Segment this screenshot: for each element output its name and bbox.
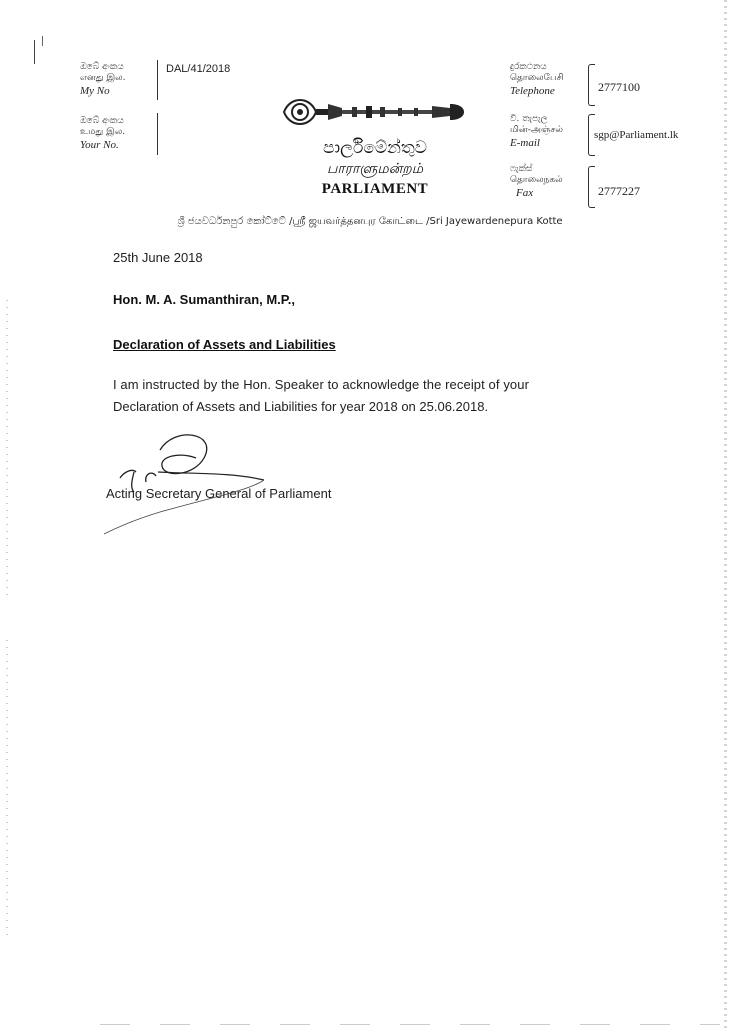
- fax-label-ta: தொலைநகல்: [510, 175, 563, 185]
- letterhead: [0, 0, 729, 240]
- letter-date: 25th June 2018: [113, 250, 203, 265]
- letter-body: [0, 240, 729, 540]
- fax-label-si: ෆැක්ස්: [510, 164, 533, 174]
- my-no-label-ta: எனது இல.: [80, 73, 126, 83]
- scan-mark: [42, 36, 43, 46]
- brace: [588, 64, 595, 106]
- my-no-label-si: ඔබේ අංකය: [80, 62, 124, 72]
- subject-line: Declaration of Assets and Liabilities: [113, 337, 336, 352]
- email-label-ta: மின்-அஞ்சல்: [510, 125, 563, 135]
- handwritten-signature: [100, 428, 280, 538]
- reference-number: DAL/41/2018: [166, 63, 231, 75]
- fax-value: 2777227: [598, 184, 640, 198]
- signatory-title: Acting Secretary General of Parliament: [106, 486, 332, 501]
- body-line-1: I am instructed by the Hon. Speaker to acknowledge the receipt of your: [113, 377, 530, 392]
- telephone-label-ta: தொலைபேசி: [510, 73, 564, 83]
- divider: [157, 60, 158, 100]
- telephone-value: 2777100: [598, 80, 640, 94]
- fax-label-en: Fax: [516, 187, 534, 199]
- parliament-name-si: පාර්ලිමේන්තුව: [323, 138, 427, 158]
- my-no-label-en: My No: [80, 85, 110, 97]
- your-no-label-en: Your No.: [80, 139, 119, 151]
- parliament-mace-emblem: [280, 94, 470, 130]
- body-line-2: Declaration of Assets and Liabilities for year 2018 on 25.06.2018.: [113, 399, 489, 414]
- scan-left-artifact: [6, 640, 8, 940]
- your-no-label-ta: உமது இல.: [80, 127, 126, 137]
- parliament-name-ta: பாராளுமன்றம்: [327, 161, 423, 177]
- scan-mark: [34, 40, 35, 64]
- addressee: Hon. M. A. Sumanthiran, M.P.,: [113, 292, 296, 307]
- your-no-label-si: ඔබේ අංකය: [80, 116, 124, 126]
- email-label-en: E-mail: [510, 137, 540, 149]
- address-line: ශ්‍රී ජයවර්ධනපුර කෝට්ටේ /ஸ்ரீ ஜயவர்த்தனபுர கோட்டை /Sri Jayewardenepura Kotte: [177, 216, 563, 227]
- parliament-name-en: PARLIAMENT: [321, 181, 429, 197]
- brace: [588, 166, 595, 208]
- telephone-label-en: Telephone: [510, 85, 555, 97]
- email-value: sgp@Parliament.lk: [594, 129, 679, 141]
- telephone-label-si: දුරකථනය: [510, 62, 547, 72]
- email-label-si: වි. තැපැල: [510, 114, 548, 124]
- scan-bottom-artifact: [100, 1024, 720, 1025]
- divider: [157, 113, 158, 155]
